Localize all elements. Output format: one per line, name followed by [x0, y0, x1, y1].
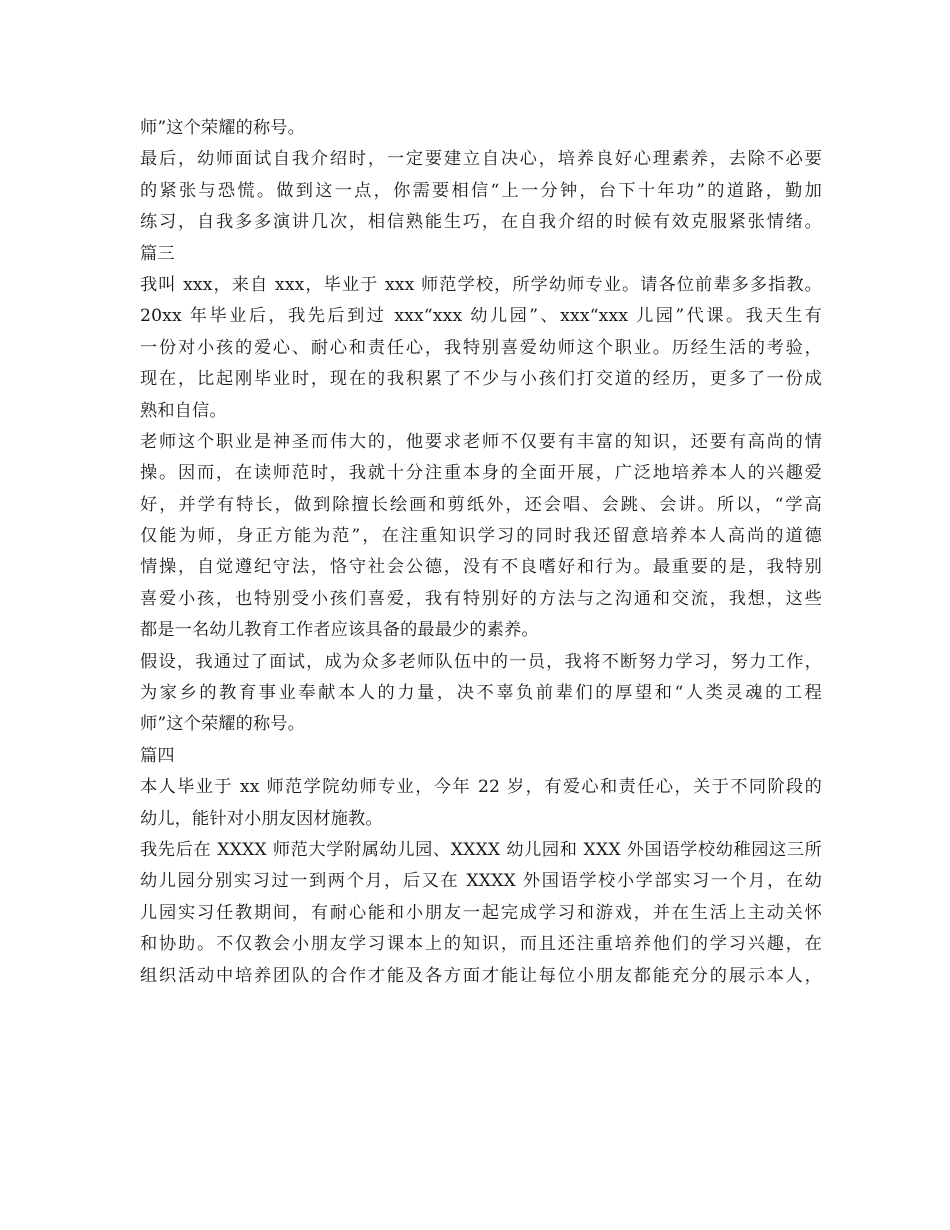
text-line: 的紧张与恐慌。做到这一点，你需要相信“上一分钟，台下十年功”的道路，勤加 — [140, 180, 822, 201]
text-line: 和协助。不仅教会小朋友学习课本上的知识，而且还注重培养他们的学习兴趣，在 — [140, 934, 822, 955]
text-line: 师”这个荣耀的称号。 — [140, 714, 305, 735]
text-line: 20xx 年毕业后，我先后到过 xxx“xxx 幼儿园”、xxx“xxx 儿园”代课。我天生有 — [140, 306, 822, 327]
text-line: 操。因而，在读师范时，我就十分注重本身的全面开展，广泛地培养本人的兴趣爱 — [140, 463, 822, 484]
text-line: 儿园实习任教期间，有耐心能和小朋友一起完成学习和游戏，并在生活上主动关怀 — [140, 902, 822, 923]
text-line: 师”这个荣耀的称号。 — [140, 118, 305, 138]
text-line: 喜爱小孩，也特别受小孩们喜爱，我有特别好的方法与之沟通和交流，我想，这些 — [140, 588, 822, 609]
text-line: 都是一名幼儿教育工作者应该具备的最最少的素养。 — [140, 620, 539, 641]
text-line: 幼儿，能针对小朋友因材施教。 — [140, 808, 383, 829]
text-line: 现在，比起刚毕业时，现在的我积累了不少与小孩们打交道的经历，更多了一份成 — [140, 369, 822, 390]
text-line: 好，并学有特长，做到除擅长绘画和剪纸外，还会唱、会跳、会讲。所以，“学高 — [140, 494, 822, 515]
document-body — [140, 113, 822, 992]
text-line: 组织活动中培养团队的合作才能及各方面才能让每位小朋友都能充分的展示本人， — [140, 965, 822, 986]
text-line: 本人毕业于 xx 师范学院幼师专业，今年 22 岁，有爱心和责任心，关于不同阶段的 — [140, 777, 822, 798]
text-line: 一份对小孩的爱心、耐心和责任心，我特别喜爱幼师这个职业。历经生活的考验， — [140, 337, 822, 358]
text-line: 熟和自信。 — [140, 400, 227, 421]
text-line: 幼儿园分别实习过一到两个月，后又在 XXXX 外国语学校小学部实习一个月，在幼 — [140, 871, 822, 892]
section-heading: 篇三 — [140, 243, 175, 264]
text-line: 为家乡的教育事业奉献本人的力量，决不辜负前辈们的厚望和“人类灵魂的工程 — [140, 683, 822, 704]
text-line: 最后，幼师面试自我介绍时，一定要建立自决心，培养良好心理素养，去除不必要 — [140, 149, 822, 170]
text-line: 老师这个职业是神圣而伟大的，他要求老师不仅要有丰富的知识，还要有高尚的情 — [140, 431, 822, 452]
section-heading: 篇四 — [140, 745, 175, 766]
text-line: 情操，自觉遵纪守法，恪守社会公德，没有不良嗜好和行为。最重要的是，我特别 — [140, 557, 822, 578]
text-line: 仅能为师，身正方能为范”，在注重知识学习的同时我还留意培养本人高尚的道德 — [140, 526, 822, 547]
text-line: 我先后在 XXXX 师范大学附属幼儿园、XXXX 幼儿园和 XXX 外国语学校幼稚园这三所 — [140, 839, 822, 860]
text-line: 假设，我通过了面试，成为众多老师队伍中的一员，我将不断努力学习，努力工作， — [140, 651, 822, 672]
text-line: 我叫 xxx，来自 xxx，毕业于 xxx 师范学校，所学幼师专业。请各位前辈多多指教。 — [140, 274, 822, 295]
text-line: 练习，自我多多演讲几次，相信熟能生巧，在自我介绍的时候有效克服紧张情绪。 — [140, 212, 822, 233]
